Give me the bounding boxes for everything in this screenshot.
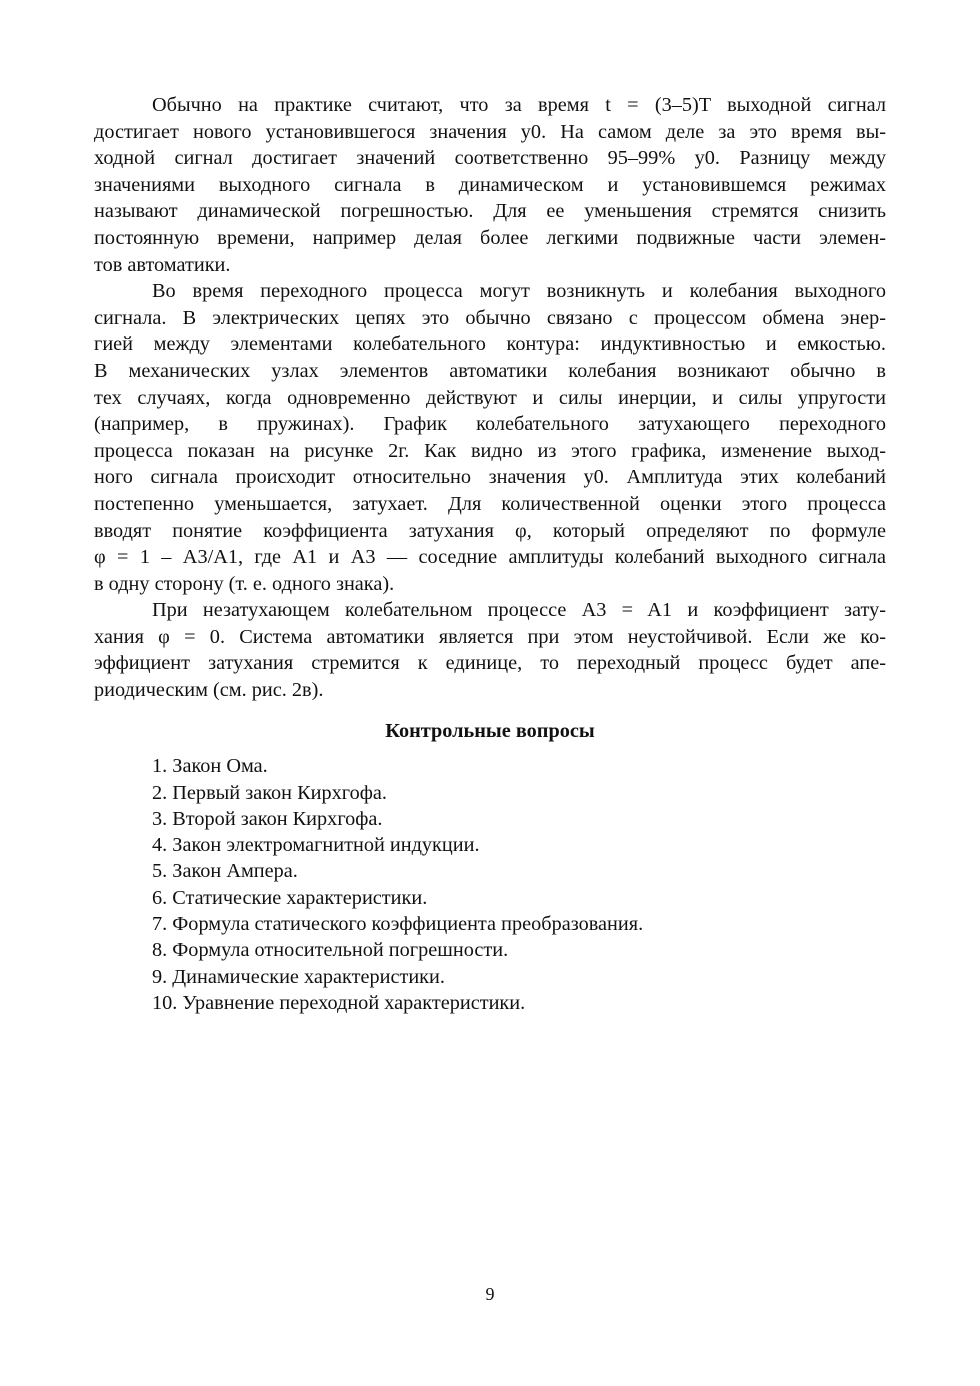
paragraph-line: процесса показан на рисунке 2г. Как видно из этого графика, изменение выход- <box>94 439 886 462</box>
paragraph-line: В механических узлах элементов автоматики колебания возникают обычно в <box>94 359 886 382</box>
question-item: 2. Первый закон Кирхгофа. <box>152 781 387 804</box>
paragraph-line: гией между элементами колебательного контура: индуктивностью и емкостью. <box>94 333 886 356</box>
paragraph-line: ного сигнала происходит относительно значения y0. Амплитуда этих колебаний <box>94 466 886 489</box>
question-item: 5. Закон Ампера. <box>152 860 298 883</box>
control-questions-list <box>94 753 886 1016</box>
paragraph-line: Обычно на практике считают, что за время t = (3–5)T выходной сигнал <box>152 94 886 116</box>
question-item: 3. Второй закон Кирхгофа. <box>152 807 383 830</box>
paragraph-line: эффициент затухания стремится к единице, то переходный процесс будет апе- <box>94 652 886 675</box>
paragraph-line: называют динамической погрешностью. Для ее уменьшения стремятся снизить <box>94 200 886 223</box>
page-content <box>94 92 886 1016</box>
paragraph-line: Во время переходного процесса могут возникнуть и колебания выходного <box>152 280 886 303</box>
paragraph-line: При незатухающем колебательном процессе A3 = A1 и коэффициент зату- <box>152 599 886 622</box>
paragraph-line: сигнала. В электрических цепях это обычно связано с процессом обмена энер- <box>94 306 886 329</box>
paragraph <box>94 278 886 597</box>
question-item: 4. Закон электромагнитной индукции. <box>152 834 480 857</box>
question-item: 1. Закон Ома. <box>152 755 268 778</box>
paragraph-line: ходной сигнал достигает значений соответственно 95–99% y0. Разницу между <box>94 147 886 170</box>
question-item: 8. Формула относительной погрешности. <box>152 939 509 962</box>
paragraph-line: постепенно уменьшается, затухает. Для количественной оценки этого процесса <box>94 492 886 515</box>
paragraph <box>94 597 886 703</box>
question-item: 7. Формула статического коэффициента преобразования. <box>152 913 644 936</box>
paragraph-line: достигает нового установившегося значения y0. На самом деле за это время вы- <box>94 120 886 143</box>
body-text <box>94 92 886 704</box>
question-item: 9. Динамические характеристики. <box>152 965 445 988</box>
paragraph-line: хания φ = 0. Система автоматики является при этом неустойчивой. Если же ко- <box>94 625 886 648</box>
paragraph-line: значениями выходного сигнала в динамическом и установившемся режимах <box>94 173 886 196</box>
paragraph-line: риодическим (см. рис. 2в). <box>94 679 324 702</box>
paragraph-line: тех случаях, когда одновременно действуют и силы инерции, и силы упругости <box>94 386 886 409</box>
question-item: 6. Статические характеристики. <box>152 886 428 909</box>
paragraph <box>94 92 886 278</box>
paragraph-line: φ = 1 – A3/A1, где A1 и A3 — соседние амплитуды колебаний выходного сигнала <box>94 546 886 569</box>
paragraph-line: постоянную времени, например делая более легкими подвижные части элемен- <box>94 226 886 249</box>
section-heading: Контрольные вопросы <box>385 719 595 742</box>
paragraph-line: вводят понятие коэффициента затухания φ, который определяют по формуле <box>94 519 886 542</box>
paragraph-line: тов автоматики. <box>94 253 231 276</box>
question-item: 10. Уравнение переходной характеристики. <box>152 991 526 1014</box>
page-number: 9 <box>485 1284 495 1304</box>
paragraph-line: (например, в пружинах). График колебательного затухающего переходного <box>94 413 886 436</box>
paragraph-line: в одну сторону (т. е. одного знака). <box>94 572 395 595</box>
